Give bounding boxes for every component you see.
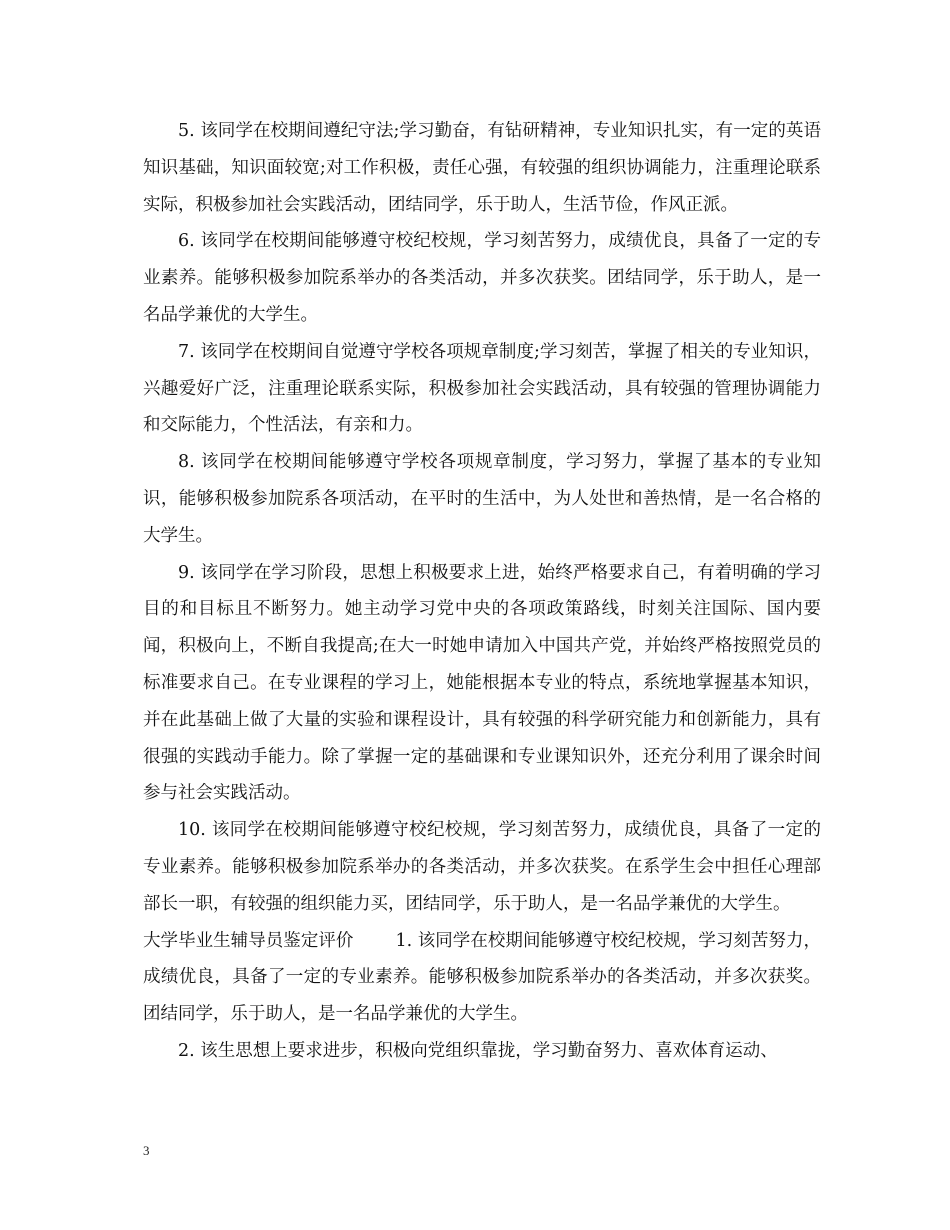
document-body — [143, 113, 821, 1070]
section-item-1: 1. 该同学在校期间能够遵守校纪校规，学习刻苦努力，成绩优良，具备了一定的专业素养。能够积极参加院系举办的各类活动，并多次获奖。团结同学，乐于助人，是一名品学兼优的大学生。 — [143, 930, 822, 1025]
paragraph-item-7: 7. 该同学在校期间自觉遵守学校各项规章制度;学习刻苦，掌握了相关的专业知识，兴趣爱好广泛，注重理论联系实际，积极参加社会实践活动，具有较强的管理协调能力和交际能力，个性活法，有亲和力。 — [143, 341, 821, 436]
section-title: 大学毕业生辅导员鉴定评价 — [143, 930, 354, 951]
paragraph-item-8: 8. 该同学在校期间能够遵守学校各项规章制度，学习努力，掌握了基本的专业知识，能够积极参加院系各项活动，在平时的生活中，为人处世和善热情，是一名合格的大学生。 — [143, 452, 821, 546]
page-number: 3 — [143, 1143, 150, 1158]
paragraph-item-5: 5. 该同学在校期间遵纪守法;学习勤奋，有钻研精神，专业知识扎实，有一定的英语知识基础，知识面较宽;对工作积极，责任心强，有较强的组织协调能力，注重理论联系实际，积极参加社会实践活动，团结同学，乐于助人，生活节俭，作风正派。 — [143, 121, 821, 215]
paragraph-item-6: 6. 该同学在校期间能够遵守校纪校规，学习刻苦努力，成绩优良，具备了一定的专业素养。能够积极参加院系举办的各类活动，并多次获奖。团结同学，乐于助人，是一名品学兼优的大学生。 — [143, 231, 821, 325]
paragraph-item-2: 2. 该生思想上要求进步，积极向党组织靠拢，学习勤奋努力、喜欢体育运动、 — [178, 1040, 778, 1061]
section-paragraph — [143, 923, 821, 1033]
paragraph-item-9: 9. 该同学在学习阶段，思想上积极要求上进，始终严格要求自己，有着明确的学习目的和目标且不断努力。她主动学习党中央的各项政策路线，时刻关注国际、国内要闻，积极向上，不断自我提高;在大一时她申请加入中国共产党，并始终严格按照党员的标准要求自己。在专业课程的学习上，她能根据本专业的特点，系统地掌握基本知识，并在此基础上做了大量的实验和课程设计，具有较强的科学研究能力和创新能力，具有很强的实践动手能力。除了掌握一定的基础课和专业课知识外，还充分利用了课余时间参与社会实践活动。 — [143, 562, 821, 804]
paragraph-item-10: 10. 该同学在校期间能够遵守校纪校规，学习刻苦努力，成绩优良，具备了一定的专业素养。能够积极参加院系举办的各类活动，并多次获奖。在系学生会中担任心理部部长一职，有较强的组织能力买，团结同学，乐于助人，是一名品学兼优的大学生。 — [143, 820, 821, 914]
